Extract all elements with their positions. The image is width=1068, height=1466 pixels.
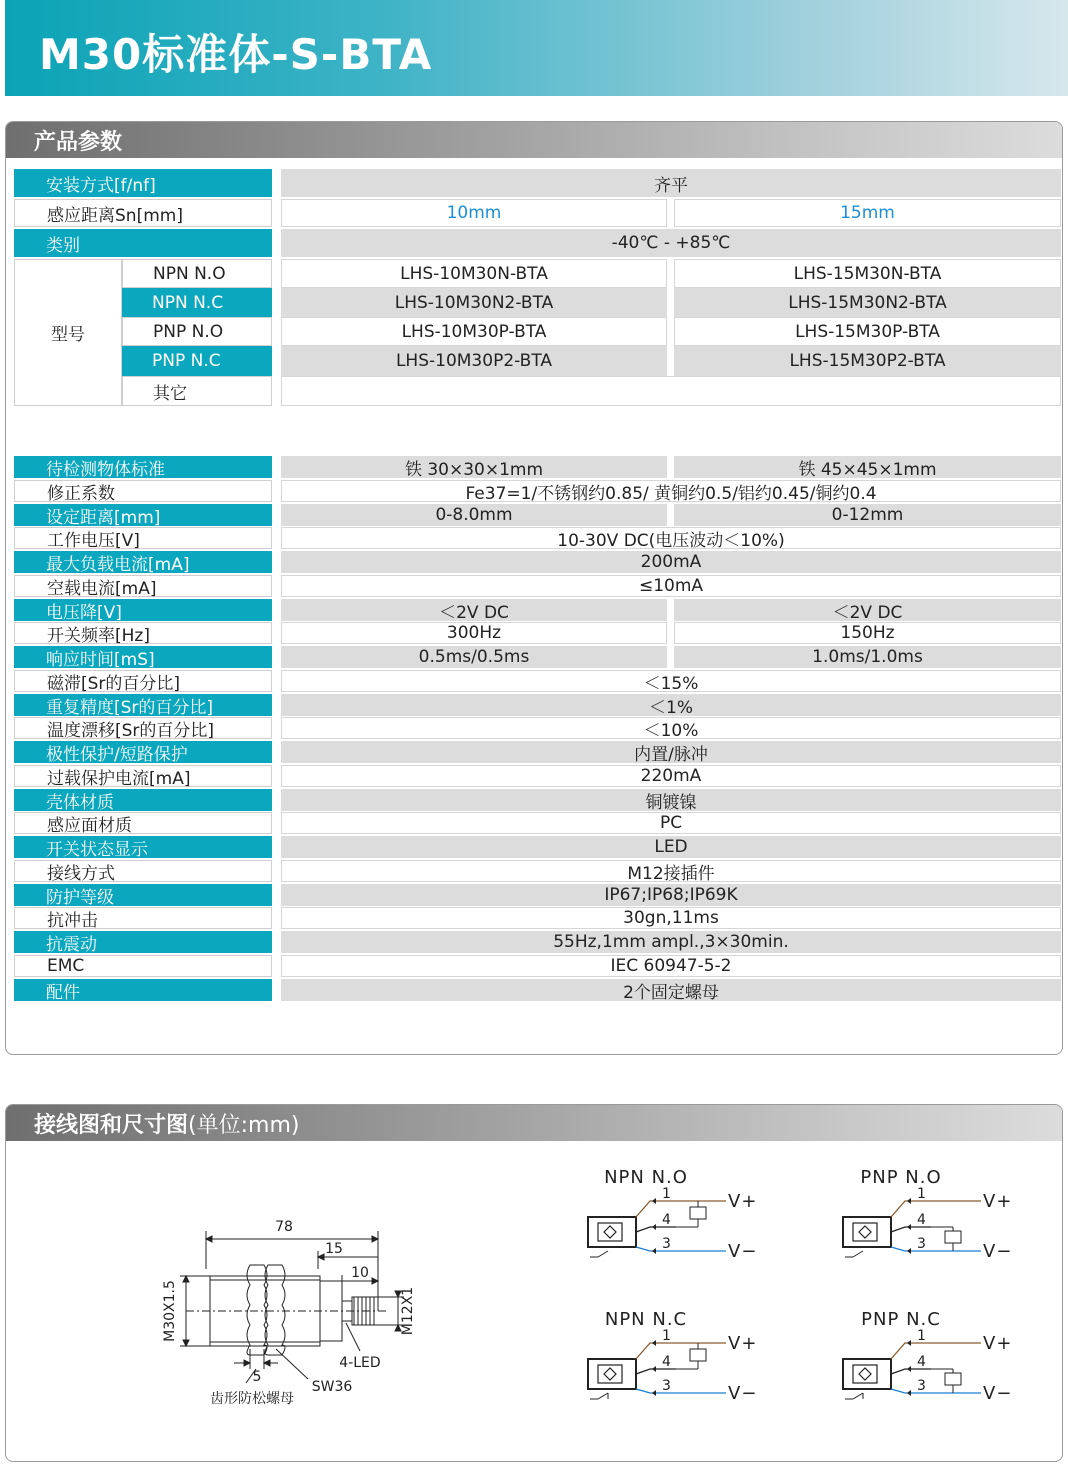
category-value: -40℃ - +85℃ (281, 229, 1061, 257)
spec-value: LED (281, 836, 1061, 858)
spec-label: 防护等级 (14, 884, 272, 906)
spec-value: 200mA (281, 551, 1061, 573)
wiring-section-title-text: 接线图和尺寸图 (34, 1113, 189, 1138)
mount-label: 安装方式[f/nf] (14, 169, 272, 197)
wiring-diagram (576, 1307, 786, 1437)
spec-value-2: 150Hz (674, 622, 1061, 644)
vplus-label: V+ (728, 1333, 758, 1354)
spec-value: 30gn,11ms (281, 907, 1061, 929)
page-title: M30标准体-S-BTA (39, 30, 433, 79)
spec-label: 设定距离[mm] (14, 504, 272, 526)
spec-label: 过载保护电流[mA] (14, 765, 272, 787)
vplus-label: V+ (983, 1333, 1013, 1354)
wiring-diagram (831, 1165, 1041, 1295)
model-row-value: LHS-15M30P-BTA (674, 317, 1061, 346)
dim-sw: SW36 (311, 1379, 353, 1395)
spec-label: 抗冲击 (14, 907, 272, 929)
spec-value: M12接插件 (281, 860, 1061, 882)
spec-value: ＜10% (281, 717, 1061, 739)
spec-label: 极性保护/短路保护 (14, 741, 272, 763)
spec-label: 开关状态显示 (14, 836, 272, 858)
pin-4-label: 4 (917, 1212, 926, 1228)
vminus-label: V− (983, 1383, 1013, 1404)
title-banner (5, 0, 1068, 96)
dim-nut-width: 5 (252, 1369, 262, 1385)
sn-value-1: 10mm (281, 199, 667, 227)
sn-label: 感应距离Sn[mm] (14, 199, 272, 227)
spec-value-2: 1.0ms/1.0ms (674, 646, 1061, 668)
model-row-value: LHS-15M30P2-BTA (674, 346, 1061, 376)
model-type-row: NPN N.C (122, 288, 272, 317)
model-type-row: NPN N.O (122, 259, 272, 288)
pin-1-label: 1 (917, 1186, 926, 1202)
dim-thread: M30X1.5 (162, 1280, 178, 1342)
model-row-value: LHS-10M30N2-BTA (281, 288, 667, 317)
spec-value-2: 铁 45×45×1mm (674, 456, 1061, 478)
pin-1-label: 1 (917, 1328, 926, 1344)
spec-value-1: ＜2V DC (281, 599, 667, 621)
spec-label: 开关频率[Hz] (14, 622, 272, 644)
spec-label: 空载电流[mA] (14, 575, 272, 597)
model-label-text: 型号 (51, 325, 85, 345)
vplus-label: V+ (728, 1191, 758, 1212)
spec-table (6, 456, 1063, 1006)
pin-4-label: 4 (917, 1354, 926, 1370)
vminus-label: V− (728, 1383, 758, 1404)
spec-label: 壳体材质 (14, 789, 272, 811)
model-row-value: LHS-10M30P2-BTA (281, 346, 667, 376)
params-section-title: 产品参数 (34, 130, 123, 155)
wiring-panel (5, 1104, 1063, 1462)
spec-label: 重复精度[Sr的百分比] (14, 694, 272, 716)
pin-1-label: 1 (662, 1186, 671, 1202)
sn-value-2: 15mm (674, 199, 1061, 227)
model-type-row: 其它 (122, 376, 272, 406)
wiring-section-title (34, 1108, 299, 1139)
spec-label: 接线方式 (14, 860, 272, 882)
wiring-section-unit: (单位:mm) (188, 1113, 300, 1138)
model-type-row: PNP N.O (122, 317, 272, 346)
wiring-diagram (576, 1165, 786, 1295)
spec-label: EMC (14, 955, 272, 977)
pin-3-label: 3 (917, 1378, 926, 1394)
pin-4-label: 4 (662, 1354, 671, 1370)
pin-3-label: 3 (662, 1378, 671, 1394)
dim-15: 15 (325, 1241, 343, 1257)
spec-label: 磁滞[Sr的百分比] (14, 670, 272, 692)
spec-label: 工作电压[V] (14, 527, 272, 549)
spec-value: IP67;IP68;IP69K (281, 884, 1061, 906)
model-row-value: LHS-10M30P-BTA (281, 317, 667, 346)
spec-value: 内置/脉冲 (281, 741, 1061, 763)
spec-value: 2个固定螺母 (281, 979, 1061, 1001)
spec-label: 电压降[V] (14, 599, 272, 621)
wiring-title: PNP N.O (860, 1167, 942, 1188)
spec-value: PC (281, 812, 1061, 834)
spec-label: 配件 (14, 979, 272, 1001)
spec-value: IEC 60947-5-2 (281, 955, 1061, 977)
spec-value-1: 铁 30×30×1mm (281, 456, 667, 478)
model-row-value-other (281, 376, 1061, 406)
model-row-value: LHS-15M30N-BTA (674, 259, 1061, 288)
spec-value-2: 0-12mm (674, 504, 1061, 526)
spec-label: 抗震动 (14, 931, 272, 953)
spec-value: 10-30V DC(电压波动＜10%) (281, 527, 1061, 549)
model-type-row: PNP N.C (122, 346, 272, 376)
spec-value-2: ＜2V DC (674, 599, 1061, 621)
mount-value: 齐平 (281, 169, 1061, 197)
spec-value: 55Hz,1mm ampl.,3×30min. (281, 931, 1061, 953)
dim-10: 10 (351, 1265, 369, 1281)
wiring-diagram (831, 1307, 1041, 1437)
pin-1-label: 1 (662, 1328, 671, 1344)
spec-value: 铜镀镍 (281, 789, 1061, 811)
wiring-title: NPN N.C (604, 1309, 688, 1330)
vplus-label: V+ (983, 1191, 1013, 1212)
spec-label: 最大负载电流[mA] (14, 551, 272, 573)
params-panel (5, 121, 1063, 1055)
dimension-drawing (146, 1201, 416, 1411)
dim-nut-label: 齿形防松螺母 (210, 1391, 294, 1407)
pin-3-label: 3 (662, 1236, 671, 1252)
spec-value: Fe37=1/不锈钢约0.85/ 黄铜约0.5/铝约0.45/铜约0.4 (281, 480, 1061, 502)
spec-value-1: 0-8.0mm (281, 504, 667, 526)
wiring-panel-header (6, 1105, 1062, 1141)
vminus-label: V− (728, 1241, 758, 1262)
dim-total: 78 (275, 1219, 293, 1235)
wiring-diagrams (576, 1165, 1036, 1455)
dim-led: 4-LED (339, 1355, 381, 1371)
model-label (14, 259, 122, 406)
pin-4-label: 4 (662, 1212, 671, 1228)
spec-label: 感应面材质 (14, 812, 272, 834)
spec-value: ≤10mA (281, 575, 1061, 597)
model-row-value: LHS-15M30N2-BTA (674, 288, 1061, 317)
pin-3-label: 3 (917, 1236, 926, 1252)
model-row-value: LHS-10M30N-BTA (281, 259, 667, 288)
spec-value-1: 0.5ms/0.5ms (281, 646, 667, 668)
spec-value-1: 300Hz (281, 622, 667, 644)
spec-value: ＜1% (281, 694, 1061, 716)
wiring-title: PNP N.C (861, 1309, 941, 1330)
spec-value: 220mA (281, 765, 1061, 787)
spec-label: 待检测物体标准 (14, 456, 272, 478)
spec-label: 响应时间[mS] (14, 646, 272, 668)
dim-connector: M12X1 (400, 1286, 416, 1336)
spec-label: 温度漂移[Sr的百分比] (14, 717, 272, 739)
spec-value: ＜15% (281, 670, 1061, 692)
params-panel-header (6, 122, 1062, 158)
wiring-title: NPN N.O (604, 1167, 688, 1188)
vminus-label: V− (983, 1241, 1013, 1262)
category-label: 类别 (14, 229, 272, 257)
spec-label: 修正系数 (14, 480, 272, 502)
